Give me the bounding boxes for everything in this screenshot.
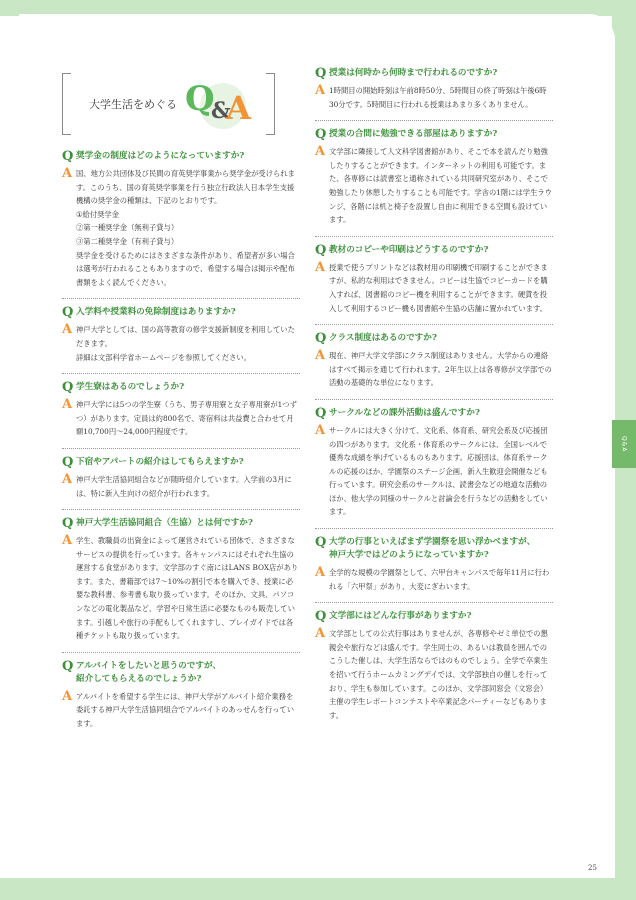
question-text: クラス制度はあるのですか?	[329, 333, 437, 344]
qa-item	[315, 244, 553, 325]
question-text: 教材のコピーや印刷はどうするのですか?	[329, 244, 489, 255]
question-row	[315, 332, 553, 345]
answer-mark-icon: A	[62, 397, 73, 413]
answer-row	[315, 261, 553, 315]
answer-row	[62, 398, 300, 439]
question-mark-icon: Q	[62, 305, 74, 321]
question-text: 奨学金の制度はどのようになっていますか?	[76, 151, 245, 161]
answer-mark-icon: A	[315, 422, 326, 438]
answer-mark-icon: A	[315, 259, 326, 275]
title-bracket-right	[266, 73, 275, 135]
answer-row	[62, 690, 300, 731]
question-row	[315, 407, 553, 420]
answer-text: 国、地方公共団体及び民間の育英奨学事業から奨学金が受けられます。このうち、国の育英奨学事業を行う独立行政法人日本学生支援機構の奨学金の種類は、下記のとおりです。 ①給付奨学金 ②第一種奨学金（無利子貸与） ③第二種奨学金（有利子貸与） 奨学金を受けるためにはさまざまな条件があり、希望者が多い場合は選考が行われることもありますので、希望する場合は掲示や配布書類をよく読んでください。	[76, 169, 295, 287]
question-text: 入学料や授業料の免除制度はありますか?	[76, 307, 236, 318]
question-text: 大学の行事といえばまず学園祭を思い浮かべますが、 神戸大学ではどのようになっていますか?	[329, 537, 536, 561]
answer-row	[315, 566, 553, 593]
logo-ampersand: &	[211, 98, 231, 124]
right-column	[315, 67, 553, 738]
answer-mark-icon: A	[315, 348, 326, 364]
question-text: 文学部にはどんな行事がありますか?	[329, 611, 472, 622]
answer-mark-icon: A	[315, 83, 326, 98]
answer-mark-icon: A	[62, 688, 73, 704]
left-column	[62, 150, 300, 747]
answer-mark-icon: A	[315, 626, 326, 642]
answer-text: 1時間目の開始時刻は午前8時50分、5時間目の終了時刻は午後6時30分です。5時間目に行われる授業はあまり多くありません。	[329, 86, 547, 109]
page-title: 大学生活をめぐる	[89, 98, 177, 111]
answer-text: 全学的な規模の学園祭として、六甲台キャンパスで毎年11月に行われる「六甲祭」があり、大変にぎわいます。	[329, 568, 550, 591]
answer-text: 文学部としての公式行事はありませんが、各専修やゼミ単位での懇親会や旅行などは盛んです。学生同士の、あるいは教員を囲んでのこうした催しは、大学生活ならではのものでしょう。全学で卒業生を招いて行うホームカミングデイでは、文学部独自の催しを行っており、学生も参加しています。このほか、文学部同窓会（文窓会）主催の学生レポートコンテストや卒業記念パーティーなどもあります。	[329, 629, 548, 720]
question-row	[62, 306, 300, 319]
question-mark-icon: Q	[315, 405, 327, 421]
question-mark-icon: Q	[62, 454, 74, 470]
title-bracket-left	[62, 73, 71, 135]
qa-item	[315, 128, 553, 237]
bottom-green-band	[0, 878, 636, 900]
answer-text: 文学部に隣接して人文科学図書館があり、そこで本を読んだり勉強したりすることができます。インターネットの利用も可能です。また、各専修には読書室と通称されている共同研究室があり、そこで勉強したり休憩したりすることも可能です。学舎の1階には学生ラウンジ、各階には机と椅子を設置し自由に利用できる空間も設けています。	[329, 147, 552, 225]
qa-item	[315, 407, 553, 529]
question-row	[62, 150, 300, 163]
question-row	[62, 660, 300, 686]
question-mark-icon: Q	[315, 609, 327, 625]
qa-item	[315, 536, 553, 603]
qa-item	[62, 660, 300, 740]
answer-mark-icon: A	[315, 565, 326, 581]
answer-text: サークルには大きく分けて、文化系、体育系、研究会系及び応援団の四つがあります。文化系・体育系のサークルには、全国レベルで優秀な成績を挙げているものもあります。応援団は、体育系サークルの応援のほか、学園祭のステージ企画、新入生歓迎会開催なども行っています。研究会系のサークルは、読書会などの地道な活動のほか、他大学の同様のサークルと討論会を行うなどの活動をしています。	[329, 425, 548, 517]
question-mark-icon: Q	[315, 66, 327, 81]
qa-item	[315, 610, 553, 731]
question-row	[315, 536, 553, 562]
question-text: 授業の合間に勉強できる部屋はありますか?	[329, 129, 498, 140]
question-row	[62, 381, 300, 394]
answer-row	[315, 349, 553, 390]
question-mark-icon: Q	[62, 149, 74, 164]
answer-text: 神戸大学には5つの学生寮（うち、男子専用寮と女子専用寮が1つずつ）があります。定員は約800名で、寄宿料は共益費と合わせて月額10,700円～24,000円程度です。	[76, 400, 297, 437]
question-text: 神戸大学生活協同組合（生協）とは何ですか?	[76, 518, 253, 529]
answer-mark-icon: A	[62, 533, 73, 549]
page-number: 25	[588, 864, 597, 872]
qa-item	[62, 150, 300, 299]
question-text: サークルなどの課外活動は盛んですか?	[329, 407, 480, 418]
qa-item	[315, 67, 553, 121]
answer-row	[315, 424, 553, 519]
title-box	[62, 73, 275, 133]
side-tab: Q&A	[612, 420, 636, 468]
question-text: 下宿やアパートの紹介はしてもらえますか?	[76, 456, 244, 467]
question-mark-icon: Q	[62, 516, 74, 532]
question-text: 授業は何時から何時まで行われるのですか?	[329, 68, 498, 78]
question-row	[315, 67, 553, 80]
answer-row	[62, 323, 300, 364]
answer-row	[315, 627, 553, 722]
question-text: アルバイトをしたいと思うのですが、 紹介してもらえるのでしょうか?	[76, 660, 222, 684]
question-row	[315, 610, 553, 623]
qa-item	[62, 306, 300, 374]
answer-text: アルバイトを希望する学生には、神戸大学がアルバイト紹介業務を委託する神戸大学生活協同組合でアルバイトのあっせんを行っています。	[76, 691, 295, 729]
question-mark-icon: Q	[315, 127, 327, 143]
answer-row	[62, 473, 300, 500]
answer-text: 現在、神戸大学文学部にクラス制度はありません。大学からの連絡はすべて掲示を通じて行われます。2年生以上は各専修が文学部での活動の基礎的な単位になります。	[329, 351, 552, 388]
question-mark-icon: Q	[315, 242, 327, 258]
answer-row	[315, 145, 553, 227]
answer-text: 神戸大学としては、国の高等教育の修学支援新制度を利用していただきます。 詳細は文部科学省ホームページを参照してください。	[76, 325, 295, 362]
answer-text: 授業で使うプリントなどは教材用の印刷機で印刷することができますが、私的な利用はできません。コピーは生協でコピーカードを購入すれば、図書館のコピー機を利用することができます。硬貨を投入して利用するコピー機も図書館や生協の店舗に置かれています。	[329, 262, 548, 313]
answer-row	[62, 167, 300, 289]
qa-item	[315, 332, 553, 400]
qa-item	[62, 381, 300, 449]
question-mark-icon: Q	[62, 658, 74, 674]
question-mark-icon: Q	[62, 380, 74, 396]
question-row	[62, 456, 300, 469]
answer-mark-icon: A	[62, 471, 73, 487]
question-text: 学生寮はあるのでしょうか?	[76, 382, 185, 393]
question-mark-icon: Q	[315, 331, 327, 347]
answer-text: 学生、教職員の出資金によって運営されている団体で、さまざまなサービスの提供を行っています。各キャンパスにはそれぞれ生協の運営する食堂があります。文学部のすぐ南にはLANS BOX店があります。また、書籍部では7～10%の割引で本を購入でき、授業に必要な教科書、参考書も取り扱っています。そのほか、文具、パソコンなどの電化製品など、学習や日常生活に必要なものも販売しています。引越しや旅行の手配もしてくれますし、プレイガイドでは各種チケットも取り扱っています。	[76, 536, 299, 641]
logo-q: Q	[185, 79, 215, 119]
logo-a: A	[226, 89, 251, 127]
qa-item	[62, 517, 300, 653]
answer-mark-icon: A	[315, 144, 326, 160]
question-mark-icon: Q	[315, 535, 327, 551]
answer-row	[315, 84, 553, 111]
question-row	[315, 128, 553, 141]
answer-mark-icon: A	[62, 322, 73, 338]
question-row	[62, 517, 300, 530]
question-row	[315, 244, 553, 257]
answer-text: 神戸大学生活協同組合などが随時紹介しています。入学前の3月には、特に新入生向けの紹介が行われます。	[76, 474, 292, 498]
answer-mark-icon: A	[62, 166, 73, 181]
answer-row	[62, 534, 300, 643]
qa-item	[62, 456, 300, 510]
